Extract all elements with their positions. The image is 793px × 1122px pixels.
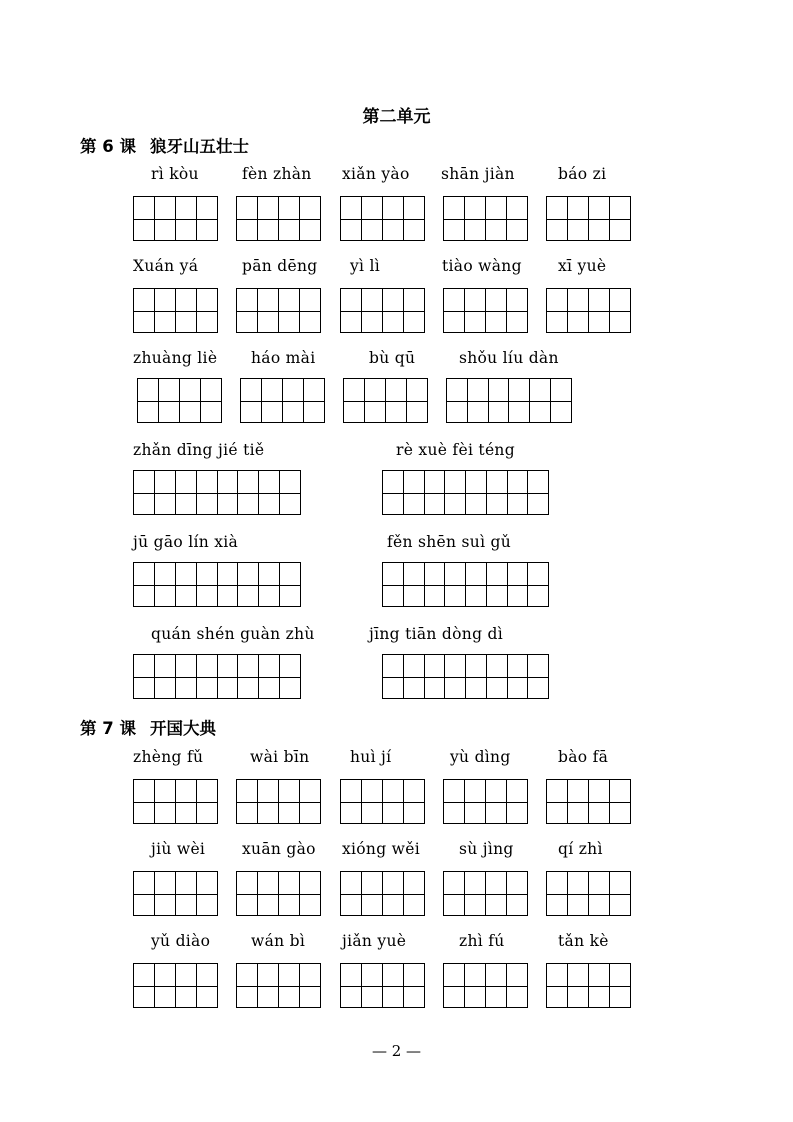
writing-grid[interactable] xyxy=(133,470,301,515)
pinyin-label: rì kòu xyxy=(151,165,199,183)
writing-grid[interactable] xyxy=(340,871,425,916)
pinyin-label: xióng wěi xyxy=(342,840,420,858)
writing-grid[interactable] xyxy=(133,562,301,607)
unit-title: 第二单元 xyxy=(362,107,431,127)
writing-grid[interactable] xyxy=(446,378,572,423)
writing-grid[interactable] xyxy=(236,963,321,1008)
writing-grid[interactable] xyxy=(340,779,425,824)
pinyin-label: fèn zhàn xyxy=(242,165,312,183)
pinyin-label: tǎn kè xyxy=(558,932,609,950)
writing-grid[interactable] xyxy=(236,779,321,824)
writing-grid[interactable] xyxy=(382,470,549,515)
pinyin-label: háo mài xyxy=(251,349,316,367)
writing-grid[interactable] xyxy=(340,196,425,241)
writing-grid[interactable] xyxy=(133,963,218,1008)
pinyin-label: Xuán yá xyxy=(133,257,199,275)
writing-grid[interactable] xyxy=(443,288,528,333)
pinyin-label: bào fā xyxy=(558,748,609,766)
writing-grid[interactable] xyxy=(236,871,321,916)
pinyin-label: yǔ diào xyxy=(151,932,211,950)
pinyin-label: xī yuè xyxy=(558,257,607,275)
writing-grid[interactable] xyxy=(382,562,549,607)
writing-grid[interactable] xyxy=(236,288,321,333)
pinyin-label: sù jìng xyxy=(459,840,514,858)
writing-grid[interactable] xyxy=(343,378,428,423)
writing-grid[interactable] xyxy=(546,963,631,1008)
pinyin-label: wán bì xyxy=(251,932,306,950)
writing-grid[interactable] xyxy=(340,288,425,333)
writing-grid[interactable] xyxy=(443,196,528,241)
pinyin-label: xuān gào xyxy=(242,840,316,858)
pinyin-label: jū gāo lín xià xyxy=(133,533,239,551)
writing-grid[interactable] xyxy=(133,871,218,916)
lesson-7-title xyxy=(80,715,216,739)
writing-grid[interactable] xyxy=(340,963,425,1008)
pinyin-label: zhuàng liè xyxy=(133,349,218,367)
writing-grid[interactable] xyxy=(236,196,321,241)
writing-grid[interactable] xyxy=(546,288,631,333)
writing-grid[interactable] xyxy=(133,288,218,333)
lesson-6-title xyxy=(80,133,249,157)
pinyin-label: rè xuè fèi téng xyxy=(396,441,515,459)
pinyin-label: pān dēng xyxy=(242,257,318,275)
pinyin-label: huì jí xyxy=(350,748,392,766)
pinyin-label: jiǎn yuè xyxy=(342,932,407,950)
pinyin-label: yì lì xyxy=(350,257,381,275)
writing-grid[interactable] xyxy=(546,871,631,916)
pinyin-label: shǒu líu dàn xyxy=(459,349,559,367)
pinyin-label: zhì fú xyxy=(459,932,505,950)
writing-grid[interactable] xyxy=(443,779,528,824)
pinyin-label: wài bīn xyxy=(250,748,310,766)
pinyin-label: jiù wèi xyxy=(151,840,206,858)
lesson-7-name: 开国大典 xyxy=(149,719,216,738)
writing-grid[interactable] xyxy=(133,196,218,241)
lesson-6-number: 第 6 课 xyxy=(80,137,136,156)
pinyin-label: yù dìng xyxy=(450,748,511,766)
writing-grid[interactable] xyxy=(443,963,528,1008)
writing-grid[interactable] xyxy=(382,654,549,699)
pinyin-label: quán shén guàn zhù xyxy=(151,625,315,643)
pinyin-label: tiào wàng xyxy=(442,257,522,275)
pinyin-label: fěn shēn suì gǔ xyxy=(387,533,512,551)
pinyin-label: zhèng fǔ xyxy=(133,748,204,766)
writing-grid[interactable] xyxy=(240,378,325,423)
pinyin-label: jīng tiān dòng dì xyxy=(369,625,503,643)
pinyin-label: bù qū xyxy=(369,349,416,367)
writing-grid[interactable] xyxy=(546,779,631,824)
pinyin-label: zhǎn dīng jié tiě xyxy=(133,441,265,459)
pinyin-label: shān jiàn xyxy=(441,165,515,183)
writing-grid[interactable] xyxy=(137,378,222,423)
pinyin-label: xiǎn yào xyxy=(342,165,410,183)
pinyin-label: báo zi xyxy=(558,165,607,183)
writing-grid[interactable] xyxy=(546,196,631,241)
writing-grid[interactable] xyxy=(133,654,301,699)
writing-grid[interactable] xyxy=(133,779,218,824)
lesson-6-name: 狼牙山五壮士 xyxy=(149,137,249,156)
lesson-7-number: 第 7 课 xyxy=(80,719,136,738)
writing-grid[interactable] xyxy=(443,871,528,916)
page-number: — 2 — xyxy=(371,1042,422,1060)
pinyin-label: qí zhì xyxy=(558,840,603,858)
